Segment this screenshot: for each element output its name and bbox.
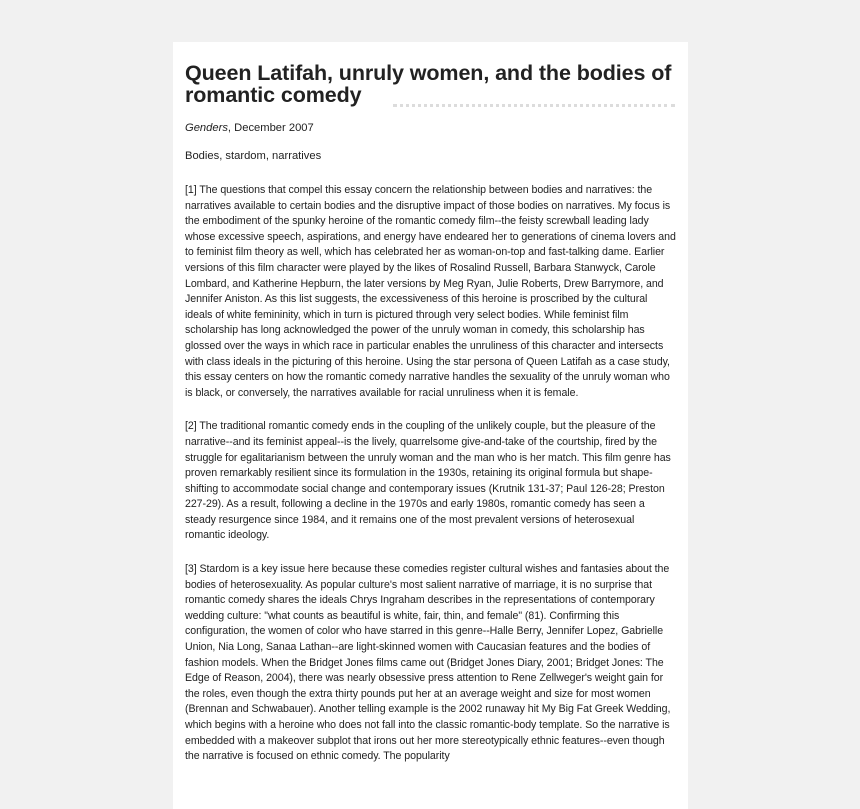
- article-title: Queen Latifah, unruly women, and the bodies of romantic comedy: [185, 61, 672, 107]
- paragraph-3: [3] Stardom is a key issue here because these comedies register cultural wishes and fantasies about the bodies of heterosexuality. As popular culture's most salient narrative of marriage, it is no surprise that romantic comedy shares the ideals Chrys Ingraham describes in the representations of contemporary wedding culture: "what counts as beautiful is white, fair, thin, and female" (81). Confirming this configuration, the women of color who have starred in this genre--Halle Berry, Jennifer Lopez, Gabrielle Union, Nia Long, Sanaa Lathan--are light-skinned women with Caucasian features and the bodies of fashion models. When the Bridget Jones films came out (Bridget Jones Diary, 2001; Bridget Jones: The Edge of Reason, 2004), there was nearly obsessive press attention to Rene Zellweger's weight gain for the roles, even though the extra thirty pounds put her at an average weight and size for most women (Brennan and Schwabauer). Another telling example is the 2002 runaway hit My Big Fat Greek Wedding, which begins with a heroine who does not fall into the classic romantic-body template. So the narrative is embedded with a makeover subplot that irons out her more stereotypically ethnic features--even though the narrative is focused on ethnic comedy. The popularity: [185, 563, 671, 763]
- article-content: [185, 62, 677, 765]
- publication-date: , December 2007: [227, 122, 314, 134]
- title-underline-decoration: [393, 104, 675, 107]
- paragraph-2: [2] The traditional romantic comedy ends in the coupling of the unlikely couple, but the pleasure of the narrative--and its feminist appeal--is the lively, quarrelsome give-and-take of the courtship, fired by the struggle for egalitarianism between the unruly woman and the man who is her match. This film genre has proven remarkably resilient since its formulation in the 1930s, retaining its original formula but shape-shifting to accommodate social change and contemporary issues (Krutnik 131-37; Paul 126-28; Preston 227-29). As a result, following a decline in the 1970s and early 1980s, romantic comedy has seen a steady resurgence since 1984, and it remains one of the most prevalent versions of heterosexual romantic ideology.: [185, 420, 671, 542]
- publication-info: [185, 121, 677, 135]
- paragraph-1: [1] The questions that compel this essay concern the relationship between bodies and narratives: the narratives available to certain bodies and the disruptive impact of those bodies on narratives. My focus is the embodiment of the spunky heroine of the romantic comedy film--the feisty screwball leading lady whose excessive speech, aspirations, and energy have endeared her to generations of cinema lovers and to feminist film theory as well, which has celebrated her as woman-on-top and fast-talking dame. Earlier versions of this film character were played by the likes of Rosalind Russell, Barbara Stanwyck, Carole Lombard, and Katherine Hepburn, the later versions by Meg Ryan, Julie Roberts, Drew Barrymore, and Jennifer Aniston. As this list suggests, the excessiveness of this heroine is proscribed by the cultural ideals of white femininity, which in turn is pictured through very select bodies. While feminist film scholarship has long acknowledged the power of the unruly woman in comedy, this scholarship has glossed over the ways in which race in particular enables the unruliness of this character and intersects with class ideals in the picturing of this heroine. Using the star persona of Queen Latifah as a case study, this essay centers on how the romantic comedy narrative handles the sexuality of the unruly woman who is black, or conversely, the narratives available for racial unruliness when it is female.: [185, 184, 676, 399]
- document-page: [173, 42, 688, 809]
- journal-name: Genders: [185, 122, 228, 134]
- article-keywords: Bodies, stardom, narratives: [185, 150, 322, 162]
